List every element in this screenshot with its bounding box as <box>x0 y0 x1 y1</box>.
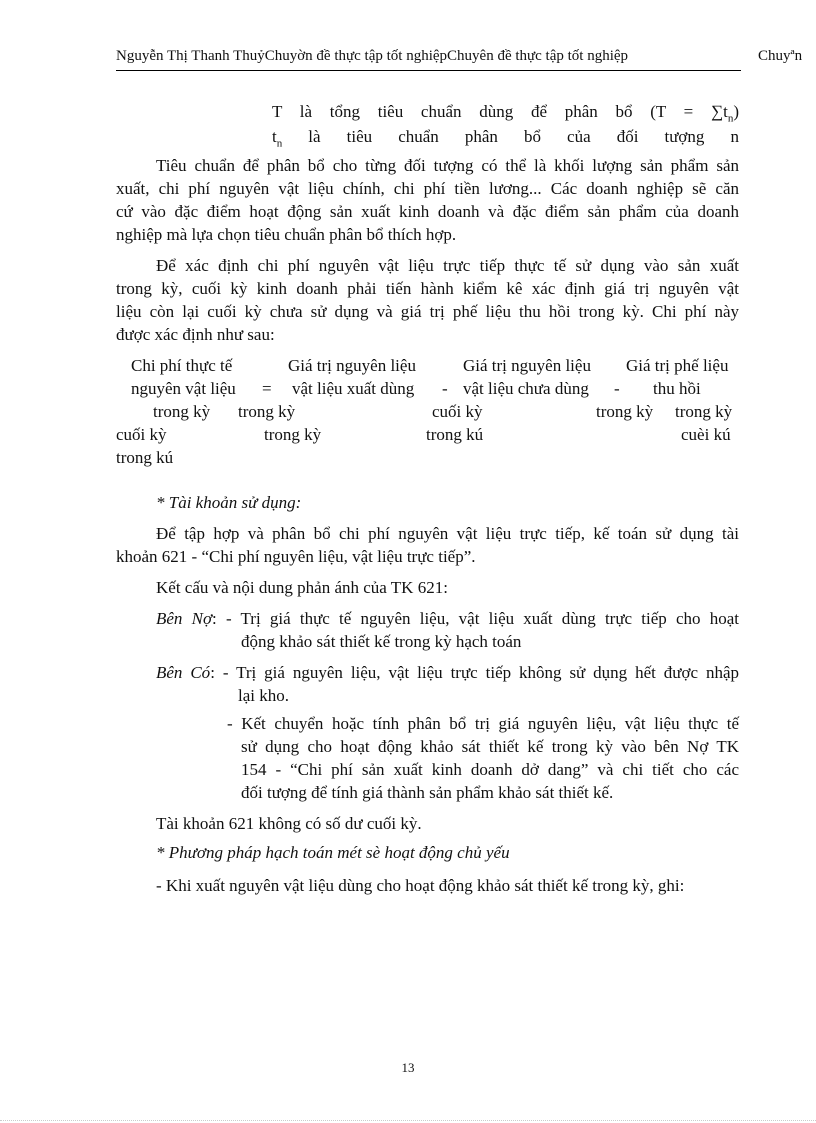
method-heading: * Phương pháp hạch toán mét sè hoạt động chủ yếu <box>156 843 510 862</box>
eq-unused-label-1: Giá trị nguyên liệu <box>463 356 591 375</box>
eq-issued-label-1: Giá trị nguyên liệu <box>288 356 416 375</box>
eq-issued-label-2: vật liệu xuất dùng <box>292 379 415 398</box>
formula-line-2 <box>272 125 739 155</box>
eq-period-label: trong kú <box>116 448 174 467</box>
formula-line-1-text: T là tổng tiêu chuẩn dùng để phân bổ (T = ∑t <box>272 102 728 121</box>
eq-equals-sign: = <box>262 379 272 398</box>
formula-line-1-subscript: n <box>727 112 734 125</box>
eq-cost-label-1: Chi phí thực tế <box>131 356 233 375</box>
credit-item2-line: - Kết chuyển hoặc tính phân bổ trị giá nguyên liệu, vật liệu thực tế <box>227 714 739 733</box>
para2-line: được xác định như sau: <box>116 325 275 344</box>
para1-line: cứ vào đặc điểm hoạt động sản xuất kinh doanh và đặc điểm sản phẩm của doanh <box>116 202 739 221</box>
debit-label: Bên Nợ <box>156 609 213 628</box>
para1-line: nghiệp mà lựa chọn tiêu chuẩn phân bổ thích hợp. <box>116 225 457 244</box>
para3-line: Để tập hợp và phân bổ chi phí nguyên vật liệu trực tiếp, kế toán sử dụng tài <box>156 524 739 543</box>
para2-line: Để xác định chi phí nguyên vật liệu trực tiếp thực tế sử dụng vào sản xuất <box>156 256 739 275</box>
para2-line: liệu còn lại cuối kỳ chưa sử dụng và giá trị phế liệu thu hồi trong kỳ. Chi phí này <box>116 302 739 321</box>
structure-line: Kết cấu và nội dung phản ánh của TK 621: <box>156 578 448 597</box>
eq-cost-label-2: nguyên vật liệu <box>131 379 236 398</box>
no-balance-line: Tài khoản 621 không có số dư cuối kỳ. <box>156 814 422 833</box>
header-right-text: Chuyªn <box>758 48 803 64</box>
para2-line: trong kỳ, cuối kỳ kinh doanh phải tiến hành kiểm kê xác định giá trị nguyên vật <box>116 279 739 298</box>
page-bottom-divider <box>0 1120 816 1121</box>
page-header <box>116 48 816 72</box>
method-item: - Khi xuất nguyên vật liệu dùng cho hoạt động khảo sát thiết kế trong kỳ, ghi: <box>156 876 685 895</box>
para1-line: Tiêu chuẩn để phân bổ cho từng đối tượng có thể là khối lượng sản phẩm sản <box>156 156 739 175</box>
formula-line-1-close: ) <box>733 102 739 121</box>
header-left-text: Nguyễn Thị Thanh ThuỷChuyờn đề thực tập tốt nghiệpChuyên đề thực tập tốt nghiệp <box>116 48 629 64</box>
para3-line: khoản 621 - “Chi phí nguyên liệu, vật liệu trực tiếp”. <box>116 547 476 566</box>
debit-text-1: : - Trị giá thực tế nguyên liệu, vật liệu xuất dùng trực tiếp cho hoạt <box>212 609 739 628</box>
credit-line-2: lại kho. <box>238 686 289 705</box>
account-heading: * Tài khoản sử dụng: <box>156 493 302 512</box>
eq-period-label: trong kỳ <box>675 402 733 421</box>
eq-period-label: cuối kỳ <box>116 425 167 444</box>
header-rule <box>116 70 741 71</box>
credit-line-1 <box>156 661 739 684</box>
page-number: 13 <box>401 1060 415 1075</box>
eq-period-label: trong kỳ <box>596 402 654 421</box>
eq-scrap-label-1: Giá trị phế liệu <box>626 356 729 375</box>
credit-text-1: : - Trị giá nguyên liệu, vật liệu trực tiếp không sử dụng hết được nhập <box>210 663 739 682</box>
debit-line-1 <box>156 607 739 630</box>
credit-item2-line: 154 - “Chi phí sản xuất kinh doanh dở dang” và chi tiết cho các <box>241 760 739 779</box>
eq-minus-sign: - <box>614 379 620 398</box>
eq-period-label: trong kỳ <box>153 402 211 421</box>
eq-scrap-label-2: thu hồi <box>653 379 701 398</box>
eq-period-label: cuèi kú <box>681 425 731 444</box>
formula-line-2-subscript: n <box>276 137 283 150</box>
eq-period-label: trong kỳ <box>264 425 322 444</box>
eq-period-label: cuối kỳ <box>432 402 483 421</box>
eq-minus-sign: - <box>442 379 448 398</box>
credit-item2-line: đối tượng để tính giá thành sản phẩm khảo sát thiết kế. <box>241 783 614 802</box>
para1-line: xuất, chi phí nguyên vật liệu chính, chi phí tiền lương... Các doanh nghiệp sẽ căn <box>116 179 739 198</box>
formula-line-2-t: t <box>272 127 277 146</box>
credit-label: Bên Có <box>156 663 211 682</box>
eq-period-label: trong kú <box>426 425 484 444</box>
credit-item2-line: sử dụng cho hoạt động khảo sát thiết kế trong kỳ vào bên Nợ TK <box>241 737 739 756</box>
eq-period-label: trong kỳ <box>238 402 296 421</box>
formula-line-2-text: là tiêu chuẩn phân bổ của đối tượng n <box>282 127 739 146</box>
debit-line-2: động khảo sát thiết kế trong kỳ hạch toán <box>241 632 522 651</box>
eq-unused-label-2: vật liệu chưa dùng <box>463 379 589 398</box>
